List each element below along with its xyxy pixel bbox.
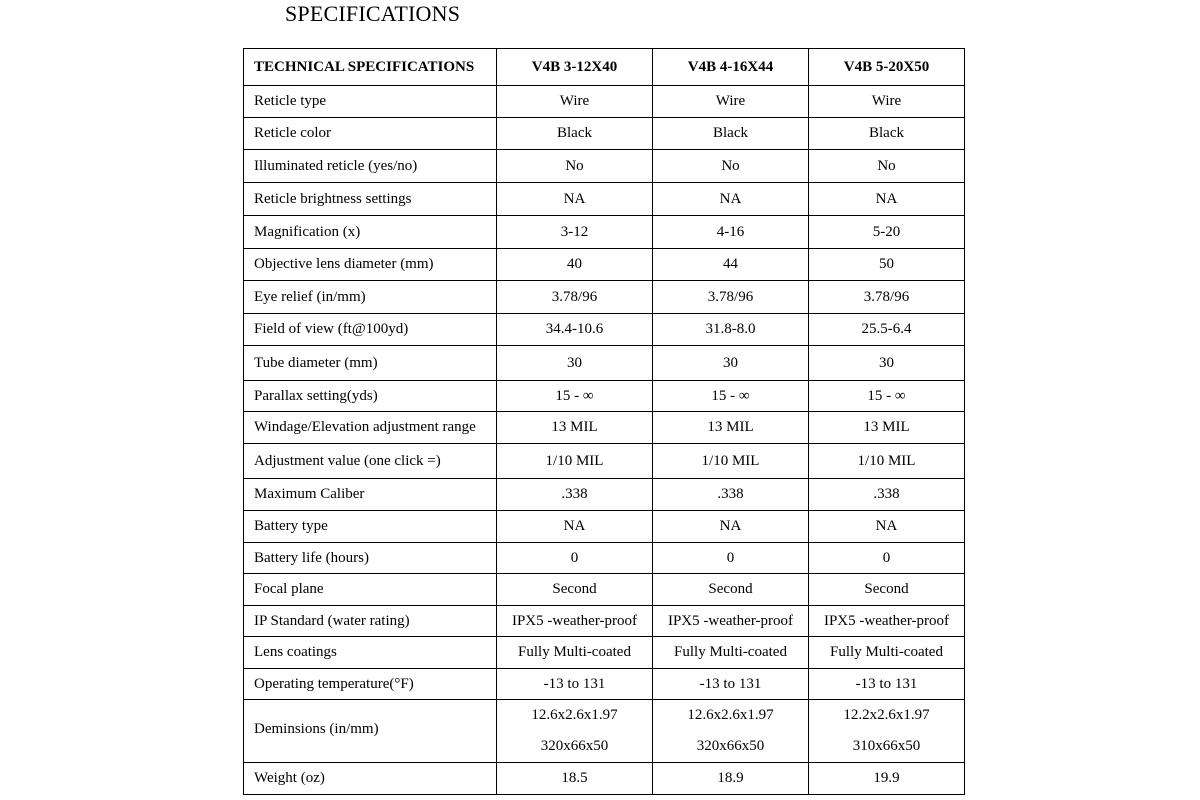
row-label [244,700,497,763]
row-value: 3.78/96 [809,281,965,314]
row-value: 50 [809,249,965,281]
page-title: SPECIFICATIONS [285,1,461,26]
row-value: 18.9 [653,763,809,795]
table-row [244,637,965,669]
header-model-4-16x44: V4B 4-16X44 [653,49,809,86]
row-value: 13 MIL [809,412,965,444]
table-row [244,606,965,637]
table-row [244,183,965,216]
header-model-3-12x40: V4B 3-12X40 [497,49,653,86]
row-value: 19.9 [809,763,965,795]
row-value: 30 [809,346,965,381]
row-value: 4-16 [653,216,809,249]
row-value: Second [809,574,965,606]
row-value: Fully Multi-coated [497,637,653,669]
row-value: 15 - ∞ [809,381,965,412]
row-label: Reticle color [244,118,497,150]
table-row [244,346,965,381]
row-value: 18.5 [497,763,653,795]
row-label: Tube diameter (mm) [244,346,497,381]
row-label: Eye relief (in/mm) [244,281,497,314]
row-label: Battery life (hours) [244,543,497,574]
row-value: IPX5 -weather-proof [809,606,965,637]
table-header-row [244,49,965,86]
row-value: 15 - ∞ [653,381,809,412]
row-value: 15 - ∞ [497,381,653,412]
row-value: Fully Multi-coated [809,637,965,669]
row-value: IPX5 -weather-proof [653,606,809,637]
row-value-line: 310x66x50 [852,738,921,754]
row-value: 30 [497,346,653,381]
row-label: Illuminated reticle (yes/no) [244,150,497,183]
table-row [244,574,965,606]
row-value [497,700,653,763]
row-value: NA [809,183,965,216]
row-value-line: 320x66x50 [696,738,765,754]
row-value: Second [497,574,653,606]
row-value: Wire [809,86,965,118]
row-value: 0 [809,543,965,574]
row-value: No [497,150,653,183]
row-value [809,700,965,763]
row-label-text: Deminsions (in/mm) [254,720,379,737]
row-value: NA [497,183,653,216]
row-value: 13 MIL [653,412,809,444]
table-row [244,479,965,511]
row-value: IPX5 -weather-proof [497,606,653,637]
row-label: Magnification (x) [244,216,497,249]
row-value: Fully Multi-coated [653,637,809,669]
row-value-line: 12.2x2.6x1.97 [843,707,930,723]
row-label: Reticle brightness settings [244,183,497,216]
row-value: 1/10 MIL [497,444,653,479]
row-value: 13 MIL [497,412,653,444]
row-value: NA [497,511,653,543]
row-value: .338 [497,479,653,511]
table-row [244,249,965,281]
row-label: Operating temperature(°F) [244,669,497,700]
row-value-line: 320x66x50 [540,738,609,754]
row-value: -13 to 131 [653,669,809,700]
row-value: Second [653,574,809,606]
row-label: Parallax setting(yds) [244,381,497,412]
table-row [244,314,965,346]
row-label: Adjustment value (one click =) [244,444,497,479]
row-value: 44 [653,249,809,281]
row-value [653,700,809,763]
table-row [244,669,965,700]
row-value: Black [809,118,965,150]
table-body [244,86,965,795]
table-row [244,281,965,314]
table-row [244,118,965,150]
row-value: 3.78/96 [497,281,653,314]
row-value-line: 12.6x2.6x1.97 [531,707,618,723]
table-row [244,381,965,412]
row-label: Lens coatings [244,637,497,669]
row-label: Field of view (ft@100yd) [244,314,497,346]
row-value: 3.78/96 [653,281,809,314]
row-label: Reticle type [244,86,497,118]
row-label: Battery type [244,511,497,543]
header-model-5-20x50: V4B 5-20X50 [809,49,965,86]
row-value: No [809,150,965,183]
row-label: Focal plane [244,574,497,606]
table-row [244,412,965,444]
row-value: Wire [653,86,809,118]
row-value: 34.4-10.6 [497,314,653,346]
row-value: .338 [809,479,965,511]
table-row [244,150,965,183]
specifications-table [243,48,965,795]
header-technical-specifications: TECHNICAL SPECIFICATIONS [244,49,497,86]
row-value: NA [809,511,965,543]
row-value: NA [653,183,809,216]
row-value: Black [497,118,653,150]
row-value: 0 [497,543,653,574]
row-value: 25.5-6.4 [809,314,965,346]
row-value: No [653,150,809,183]
row-label: Windage/Elevation adjustment range [244,412,497,444]
row-value: 40 [497,249,653,281]
row-label: IP Standard (water rating) [244,606,497,637]
row-value: 3-12 [497,216,653,249]
row-value: 5-20 [809,216,965,249]
table-row [244,216,965,249]
table-row [244,700,965,763]
row-label: Weight (oz) [244,763,497,795]
table-row [244,543,965,574]
table-row [244,511,965,543]
table-row [244,763,965,795]
row-label: Maximum Caliber [244,479,497,511]
row-value: Black [653,118,809,150]
row-value: Wire [497,86,653,118]
row-value: -13 to 131 [809,669,965,700]
row-value: 1/10 MIL [809,444,965,479]
row-value: .338 [653,479,809,511]
row-value: NA [653,511,809,543]
row-value: -13 to 131 [497,669,653,700]
row-value: 1/10 MIL [653,444,809,479]
table-row [244,444,965,479]
row-value: 30 [653,346,809,381]
row-value-line: 12.6x2.6x1.97 [687,707,774,723]
row-value: 31.8-8.0 [653,314,809,346]
row-label: Objective lens diameter (mm) [244,249,497,281]
row-value: 0 [653,543,809,574]
table-row [244,86,965,118]
